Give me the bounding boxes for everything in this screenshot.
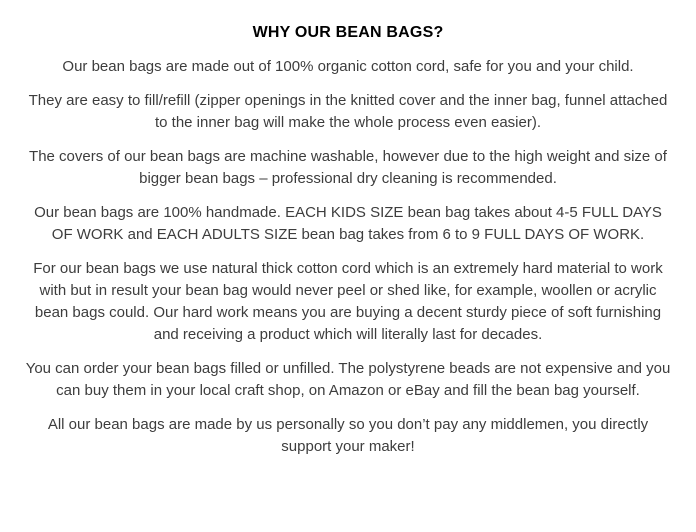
- paragraph-fill-refill: They are easy to fill/refill (zipper openings in the knitted cover and the inner bag, funnel attached to the inner bag will make the whole process even easier).: [28, 92, 668, 131]
- page-title: WHY OUR BEAN BAGS?: [252, 24, 444, 41]
- paragraph-handmade: Our bean bags are 100% handmade. EACH KIDS SIZE bean bag takes about 4-5 FULL DAYS OF WORK and EACH ADULTS SIZE bean bag takes from 6 to 9 FULL DAYS OF WORK.: [34, 204, 662, 243]
- paragraph-cotton-cord-durability: For our bean bags we use natural thick cotton cord which is an extremely hard material to work with but in result your bean bag would never peel or shed like, for example, woollen or acrylic bean bags could. Our hard work means you are buying a decent sturdy piece of soft furnishing and receiving a product which will literally last for decades.: [33, 260, 663, 343]
- paragraph-filled-or-unfilled: You can order your bean bags filled or unfilled. The polystyrene beads are not expensive and you can buy them in your local craft shop, on Amazon or eBay and fill the bean bag yourself.: [25, 360, 671, 399]
- paragraph-no-middlemen: All our bean bags are made by us personally so you don’t pay any middlemen, you directly support your maker!: [47, 416, 649, 455]
- paragraph-machine-washable: The covers of our bean bags are machine washable, however due to the high weight and size of bigger bean bags – professional dry cleaning is recommended.: [29, 148, 667, 187]
- paragraph-organic-cotton: Our bean bags are made out of 100% organic cotton cord, safe for you and your child.: [62, 58, 634, 75]
